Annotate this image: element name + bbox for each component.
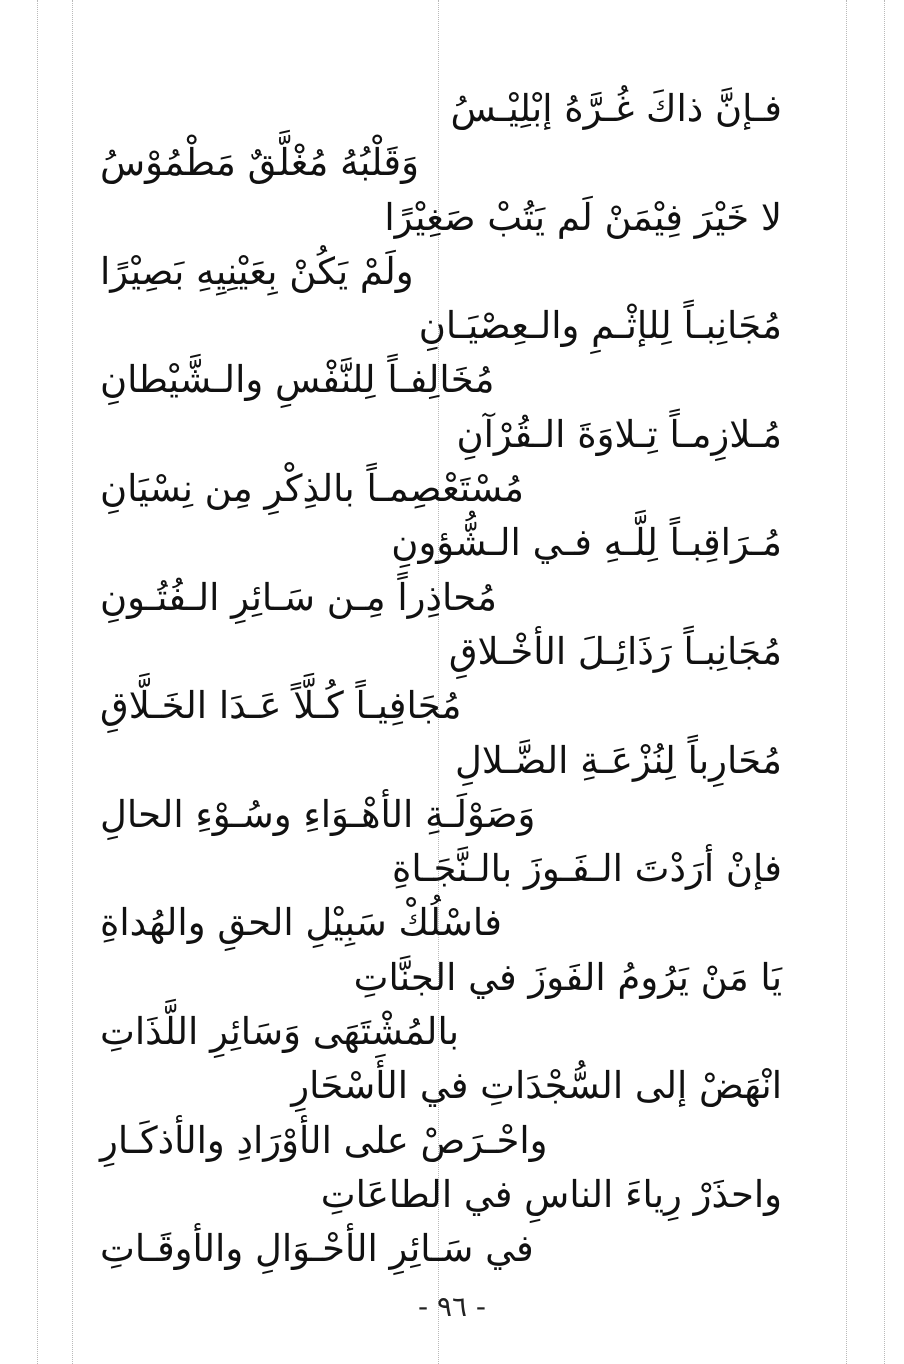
poem-body	[100, 82, 782, 1271]
verse-line: مُخَالِفـاً لِلنَّفْسِ والـشَّيْطانِ	[100, 358, 495, 402]
verse-line: مُجَافِيـاً كُـلَّاً عَـدَا الخَـلَّاقِ	[100, 684, 462, 728]
scan-artifact-dots	[72, 0, 73, 1364]
verse-line: فاسْلُكْ سَبِيْلِ الحقِ والهُداةِ	[100, 901, 502, 945]
verse-line: ولَمْ يَكُنْ بِعَيْنِيِهِ بَصِيْرًا	[100, 249, 414, 293]
page-number: - ٩٦ -	[417, 1290, 487, 1323]
verse-line: في سَـائِرِ الأحْـوَالِ والأوقَـاتِ	[100, 1227, 534, 1271]
verse-line: وَقَلْبُهُ مُغْلَّقٌ مَطْمُوْسُ	[100, 141, 419, 185]
verse-line: انْهَضْ إلى السُّجْدَاتِ في الأَسْحَارِ	[291, 1064, 782, 1108]
verse-line: مُـلازِمـاً تِـلاوَةَ الـقُرْآنِ	[456, 412, 782, 456]
verse-line: فـإنَّ ذاكَ غُـرَّهُ إبْلِيْـسُ	[450, 87, 782, 130]
scan-artifact-dots	[37, 0, 38, 1364]
verse-line: بالمُشْتَهَى وَسَائِرِ اللَّذَاتِ	[100, 1010, 460, 1054]
scan-artifact-dots	[884, 0, 885, 1364]
verse-line: مُحَارِباً لِنُزْعَـةِ الضَّـلالِ	[455, 738, 782, 782]
verse-line: مُسْتَعْصِمـاً بالذِكْرِ مِن نِسْيَانِ	[100, 467, 524, 511]
scan-artifact-dots	[846, 0, 847, 1364]
verse-line: مُجَانِبـاً لِلإثْـمِ والـعِصْيَـانِ	[418, 304, 782, 348]
verse-line: يَا مَنْ يَرُومُ الفَوزَ في الجنَّاتِ	[353, 955, 782, 999]
verse-line: فإنْ أرَدْتَ الـفَـوزَ بالـنَّجَـاةِ	[391, 847, 782, 891]
verse-line: لا خَيْرَ فِيْمَنْ لَم يَتُبْ صَغِيْرًا	[384, 195, 782, 239]
verse-line: مُجَانِبـاً رَذَائِـلَ الأخْـلاقِ	[448, 629, 782, 673]
verse-line: واحذَرْ رِياءَ الناسِ في الطاعَاتِ	[320, 1172, 782, 1216]
verse-line: مُـرَاقِبـاً لِلَّـهِ فـي الـشُّؤونِ	[391, 521, 782, 565]
verse-line: واحْـرَصْ على الأوْرَادِ والأذكَـارِ	[100, 1118, 548, 1162]
verse-line: مُحاذِراً مِـن سَـائِرِ الـفُتُـونِ	[100, 575, 497, 619]
verse-line: وَصَوْلَـةِ الأهْـوَاءِ وسُـوْءِ الحالِ	[100, 792, 536, 836]
